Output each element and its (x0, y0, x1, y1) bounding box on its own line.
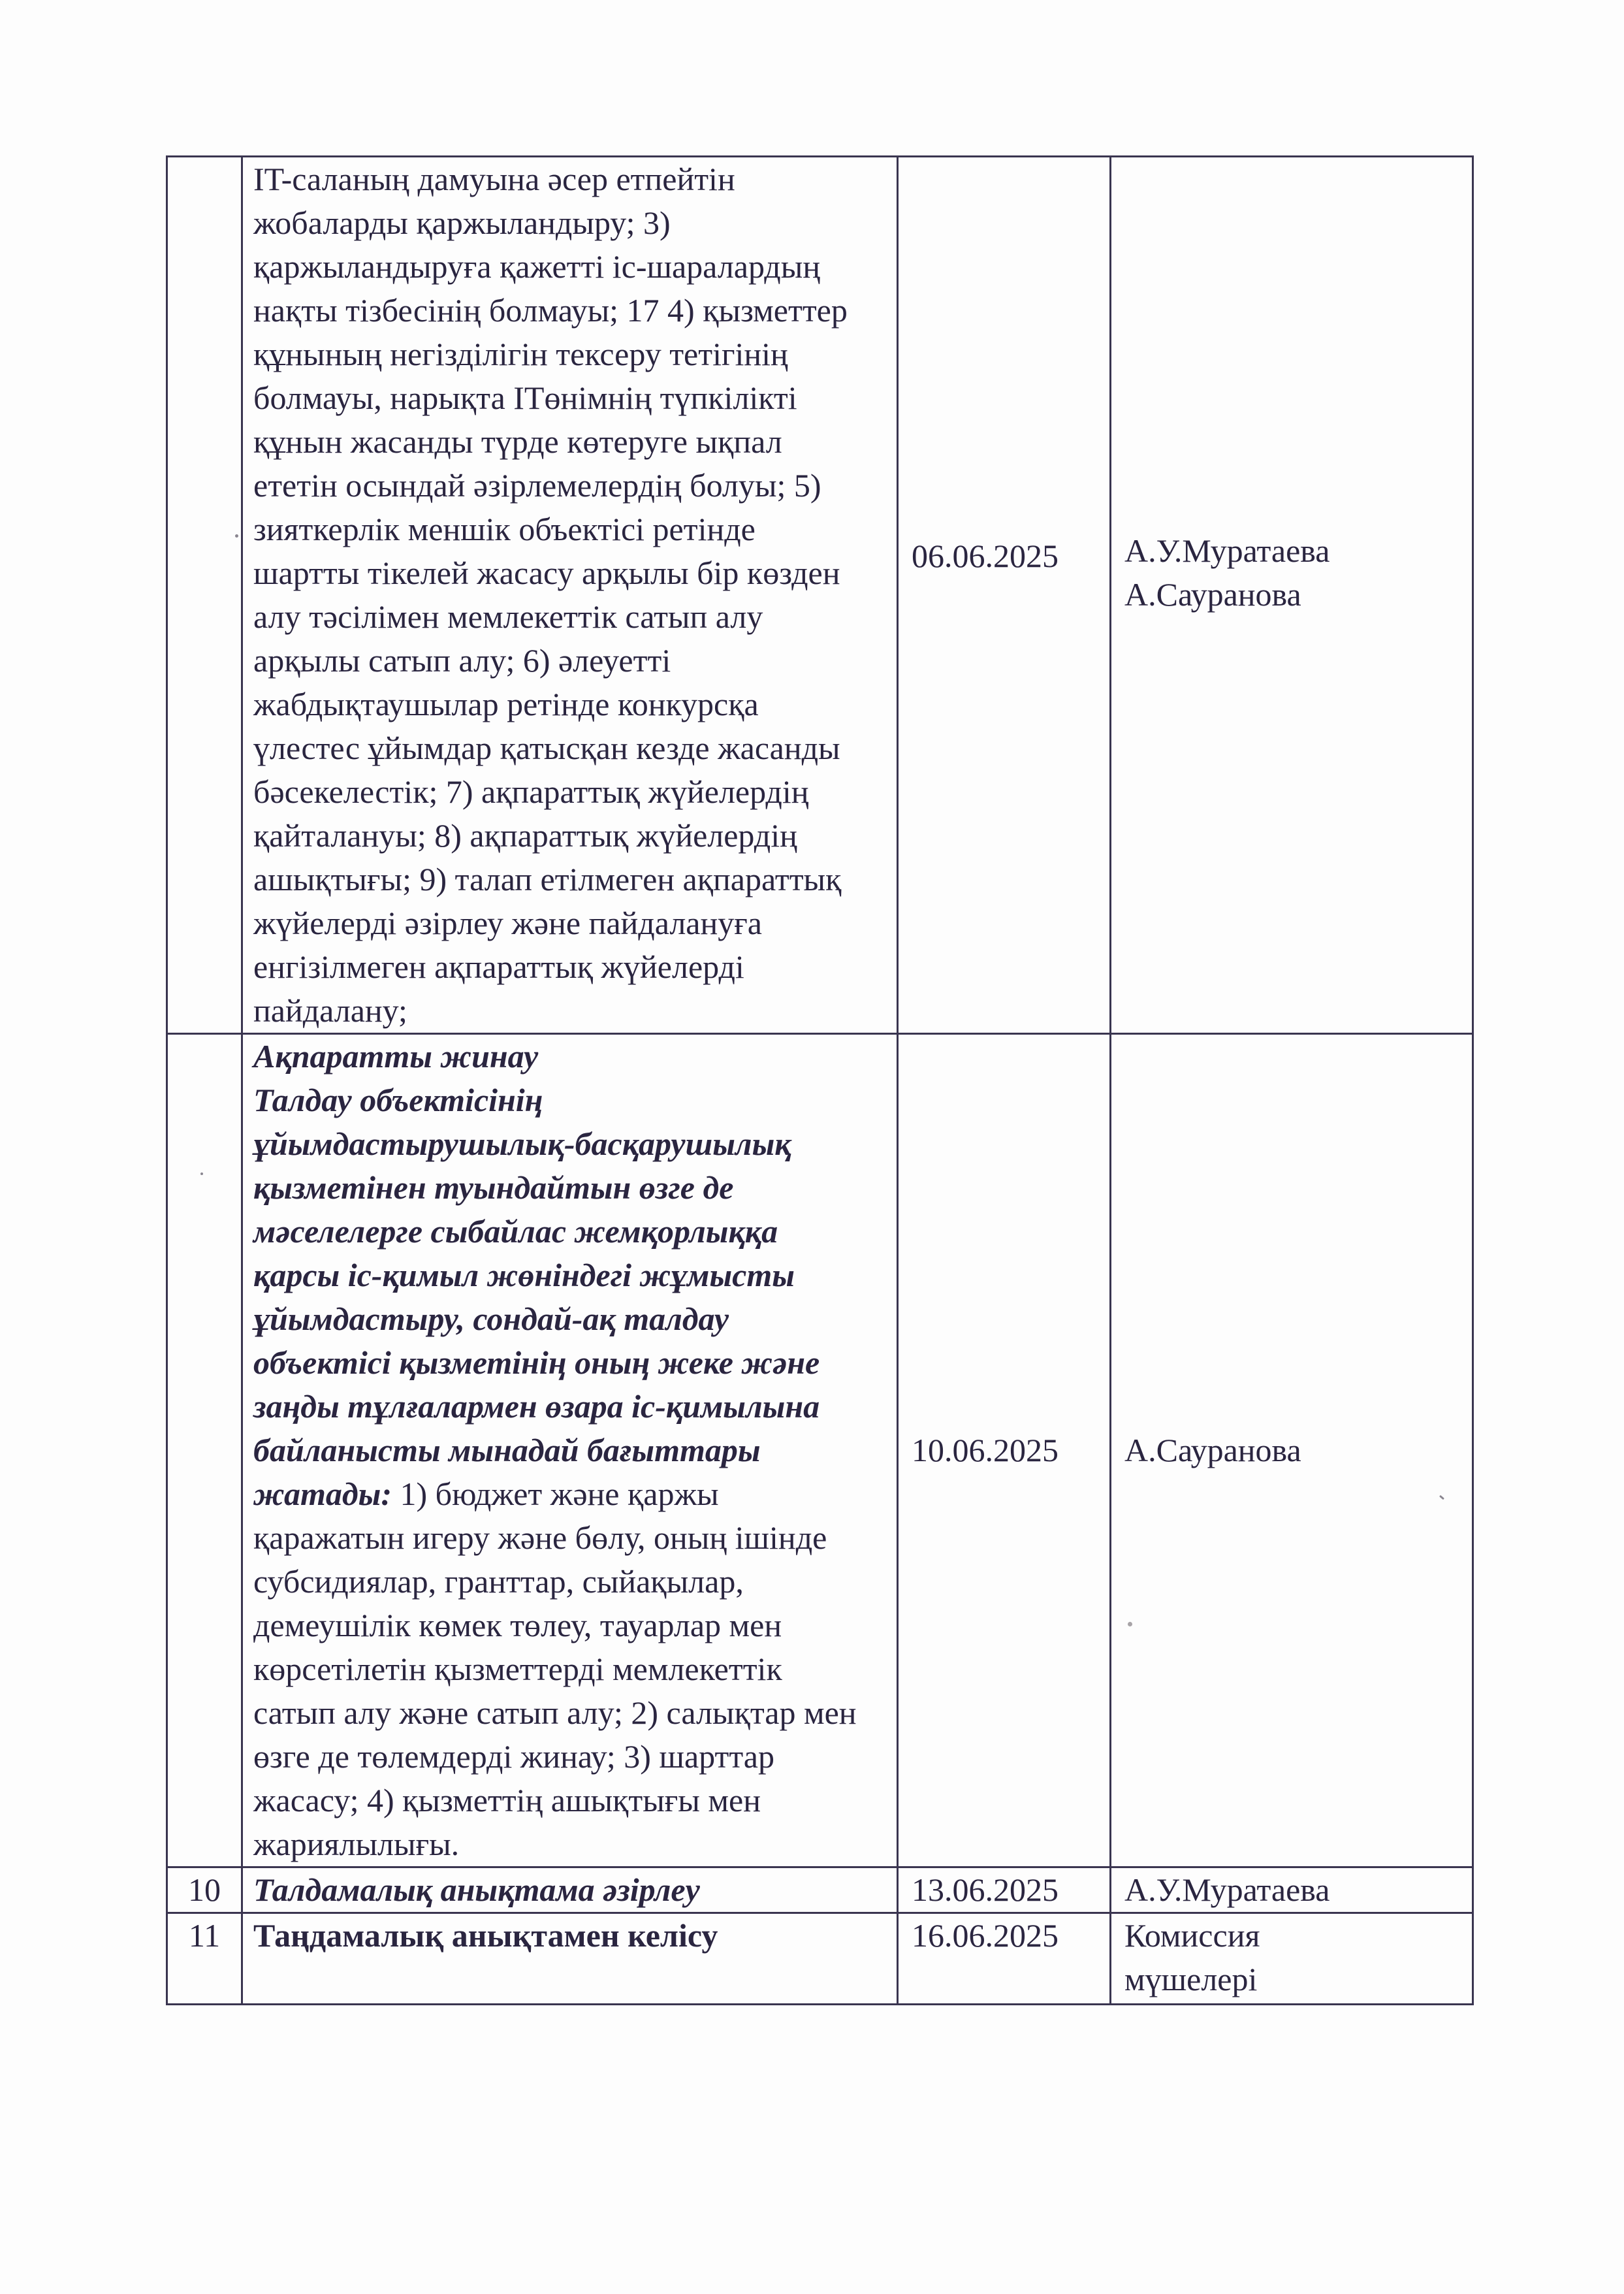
date-cell (898, 1913, 1111, 2005)
responsible-cell (1111, 1034, 1473, 1867)
section-heading-tail: жатады: (253, 1476, 392, 1512)
section-heading: байланысты мынадай бағыттары (253, 1432, 761, 1468)
responsible-cell (1111, 1867, 1473, 1913)
description-line: ететін осындай әзірлемелердің болуы; 5) (253, 467, 821, 504)
description-line: қайталануы; 8) ақпараттық жүйелердің (253, 817, 797, 854)
row-number-cell (167, 1867, 242, 1913)
section-heading: қызметінен туындайтын өзге де (253, 1169, 734, 1206)
row-number-cell (167, 1034, 242, 1867)
section-heading: ұйымдастыру, сондай-ақ талдау (253, 1300, 729, 1337)
due-date: 06.06.2025 (912, 537, 1059, 574)
description-cell (242, 1913, 898, 2005)
description-line: зияткерлік меншік объектісі ретінде (253, 511, 756, 547)
description-cell (242, 1034, 898, 1867)
table-row (167, 1867, 1473, 1913)
description-line: құнының негізділігін тексеру тетігінің (253, 336, 788, 372)
description-line: көрсетілетін қызметтерді мемлекеттік (253, 1651, 782, 1687)
responsible-person: А.Сауранова (1124, 576, 1301, 613)
responsible-person: А.У.Муратаева (1124, 1871, 1330, 1908)
work-plan-table (166, 155, 1474, 2005)
due-date: 16.06.2025 (912, 1917, 1059, 1954)
table-row (167, 1913, 1473, 2005)
description-line: субсидиялар, гранттар, сыйақылар, (253, 1563, 744, 1600)
row-number: 11 (188, 1917, 221, 1954)
section-heading: мәселелерге сыбайлас жемқорлыққа (253, 1213, 778, 1250)
description-cell (242, 157, 898, 1034)
table-row (167, 1034, 1473, 1867)
description-line: арқылы сатып алу; 6) әлеуетті (253, 642, 671, 679)
description-line: жариялылығы. (253, 1826, 460, 1862)
description-line: шартты тікелей жасасу арқылы бір көзден (253, 555, 840, 591)
section-heading: Ақпаратты жинау (253, 1038, 539, 1074)
row-number-cell (167, 1913, 242, 2005)
task-title: Таңдамалық анықтамен келісу (253, 1917, 718, 1954)
section-heading: Талдау объектісінің (253, 1082, 543, 1118)
task-title: Талдамалық анықтама әзірлеу (253, 1871, 700, 1908)
date-cell (898, 1867, 1111, 1913)
description-line: ашықтығы; 9) талап етілмеген ақпараттық (253, 861, 842, 897)
responsible-cell (1111, 1913, 1473, 2005)
description-cell (242, 1867, 898, 1913)
description-line: IT-саланың дамуына әсер етпейтін (253, 161, 735, 197)
row-number-cell (167, 157, 242, 1034)
date-cell (898, 1034, 1111, 1867)
description-line: пайдалану; (253, 992, 407, 1029)
description-line: енгізілмеген ақпараттық жүйелерді (253, 948, 744, 985)
responsible-person: А.У.Муратаева (1124, 532, 1330, 569)
description-text: 1) бюджет және қаржы (392, 1476, 719, 1512)
description-line: өзге де төлемдерді жинау; 3) шарттар (253, 1738, 774, 1775)
date-cell (898, 157, 1111, 1034)
description-line: жасасу; 4) қызметтің ашықтығы мен (253, 1782, 761, 1818)
section-heading: ұйымдастырушылық-басқарушылық (253, 1125, 791, 1162)
responsible-group: мүшелері (1124, 1961, 1258, 1997)
due-date: 10.06.2025 (912, 1432, 1059, 1468)
scan-speck (1128, 1622, 1132, 1626)
responsible-person: А.Сауранова (1124, 1432, 1301, 1468)
description-line: қаражатын игеру және бөлу, оның ішінде (253, 1519, 827, 1556)
section-heading: заңды тұлғалармен өзара іс-қимылына (253, 1388, 820, 1425)
section-heading: қарсы іс-қимыл жөніндегі жұмысты (253, 1257, 795, 1293)
description-line: алу тәсілімен мемлекеттік сатып алу (253, 598, 763, 635)
description-line: болмауы, нарықта ITөнімнің түпкілікті (253, 380, 797, 416)
description-line: нақты тізбесінің болмауы; 17 4) қызметтер (253, 292, 848, 329)
description-line: қаржыландыруға қажетті іс-шаралардың (253, 248, 821, 285)
description-line: үлестес ұйымдар қатысқан кезде жасанды (253, 730, 840, 766)
scan-speck (235, 534, 238, 538)
description-line: құнын жасанды түрде көтеруге ықпал (253, 423, 782, 460)
due-date: 13.06.2025 (912, 1871, 1059, 1908)
scan-speck (200, 1172, 203, 1175)
section-heading: объектісі қызметінің оның жеке және (253, 1344, 820, 1381)
description-line: жүйелерді әзірлеу және пайдалануға (253, 905, 762, 941)
description-line: демеушілік көмек төлеу, тауарлар мен (253, 1607, 782, 1643)
table-row (167, 157, 1473, 1034)
row-number: 10 (188, 1871, 221, 1908)
description-line: жобаларды қаржыландыру; 3) (253, 204, 671, 241)
responsible-group: Комиссия (1124, 1917, 1260, 1954)
responsible-cell (1111, 157, 1473, 1034)
description-line: жабдықтаушылар ретінде конкурсқа (253, 686, 759, 722)
description-line: сатып алу және сатып алу; 2) салықтар мен (253, 1694, 857, 1731)
description-line: бәсекелестік; 7) ақпараттық жүйелердің (253, 773, 809, 810)
